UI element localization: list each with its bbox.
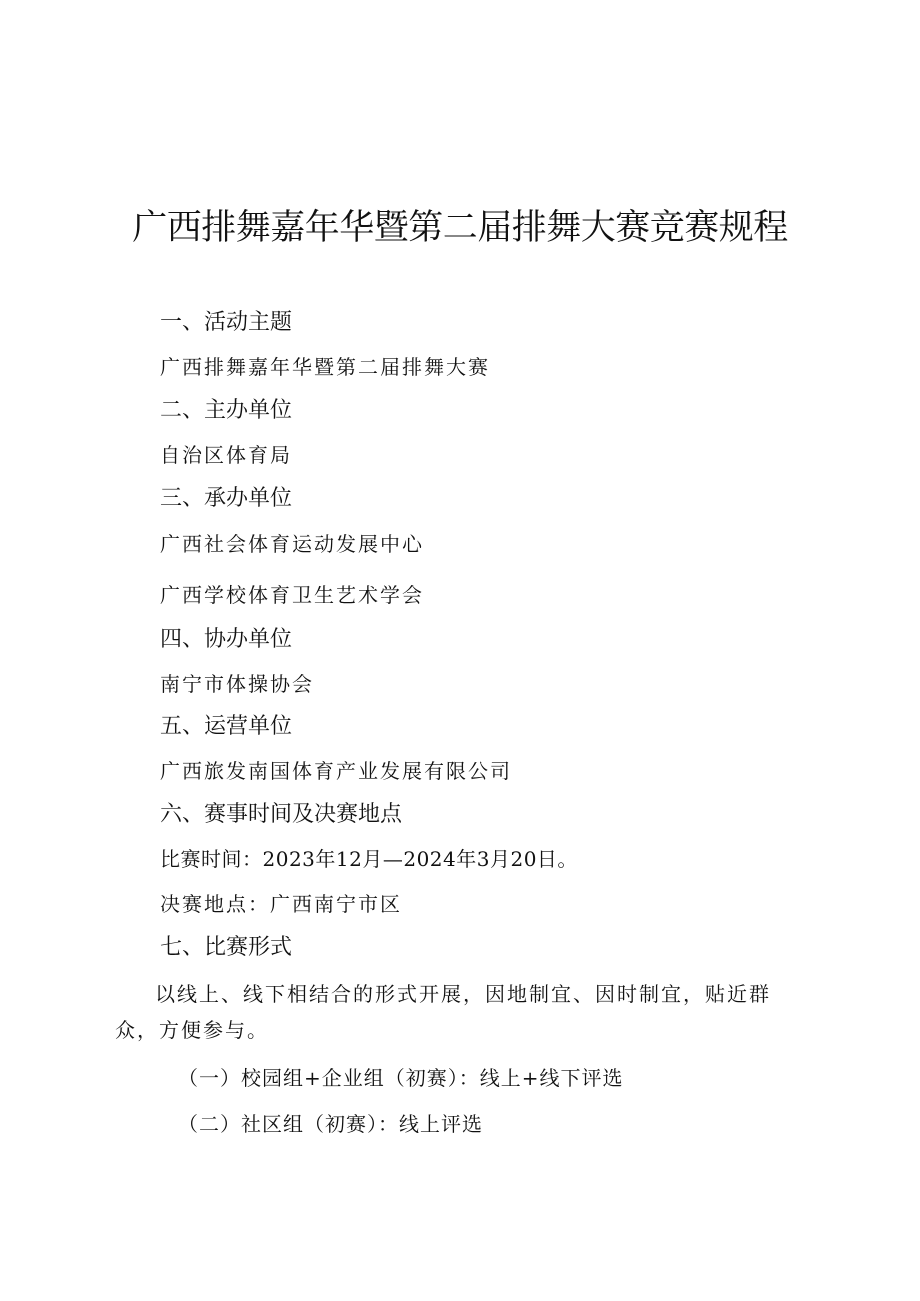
list-item: （二）社区组（初赛）：线上评选 [178,1112,483,1136]
section-host [160,395,800,471]
section-co-organizer [160,624,800,700]
section-text: 广西排舞嘉年华暨第二届排舞大赛 [160,355,490,379]
section-theme [160,307,800,383]
section-text: 广西社会体育运动发展中心 [160,532,424,556]
section-text: 决赛地点：广西南宁市区 [160,892,402,916]
section-heading: 四、协办单位 [160,627,293,652]
section-text: 广西学校体育卫生艺术学会 [160,583,424,607]
section-text: 广西旅发南国体育产业发展有限公司 [160,759,512,783]
list-item: （一）校园组+企业组（初赛）：线上+线下评选 [178,1066,624,1090]
section-organizer [160,483,800,611]
section-heading: 三、承办单位 [160,486,293,511]
section-text: 自治区体育局 [160,443,292,467]
section-paragraph: 以线上、线下相结合的形式开展，因地制宜、因时制宜，贴近群众，方便参与。 [115,982,771,1042]
section-heading: 七、比赛形式 [160,935,293,960]
section-heading: 二、主办单位 [160,398,293,423]
section-operator [160,711,800,787]
document-title: 广西排舞嘉年华暨第二届排舞大赛竞赛规程 [132,208,788,248]
section-heading: 一、活动主题 [160,310,293,335]
section-format [115,932,800,1140]
section-text: 南宁市体操协会 [160,672,314,696]
section-time-venue [160,799,800,920]
section-heading: 五、运营单位 [160,714,293,739]
section-text: 比赛时间：2023年12月—2024年3月20日。 [160,847,578,871]
document-body [115,307,800,1140]
section-heading: 六、赛事时间及决赛地点 [160,802,403,827]
